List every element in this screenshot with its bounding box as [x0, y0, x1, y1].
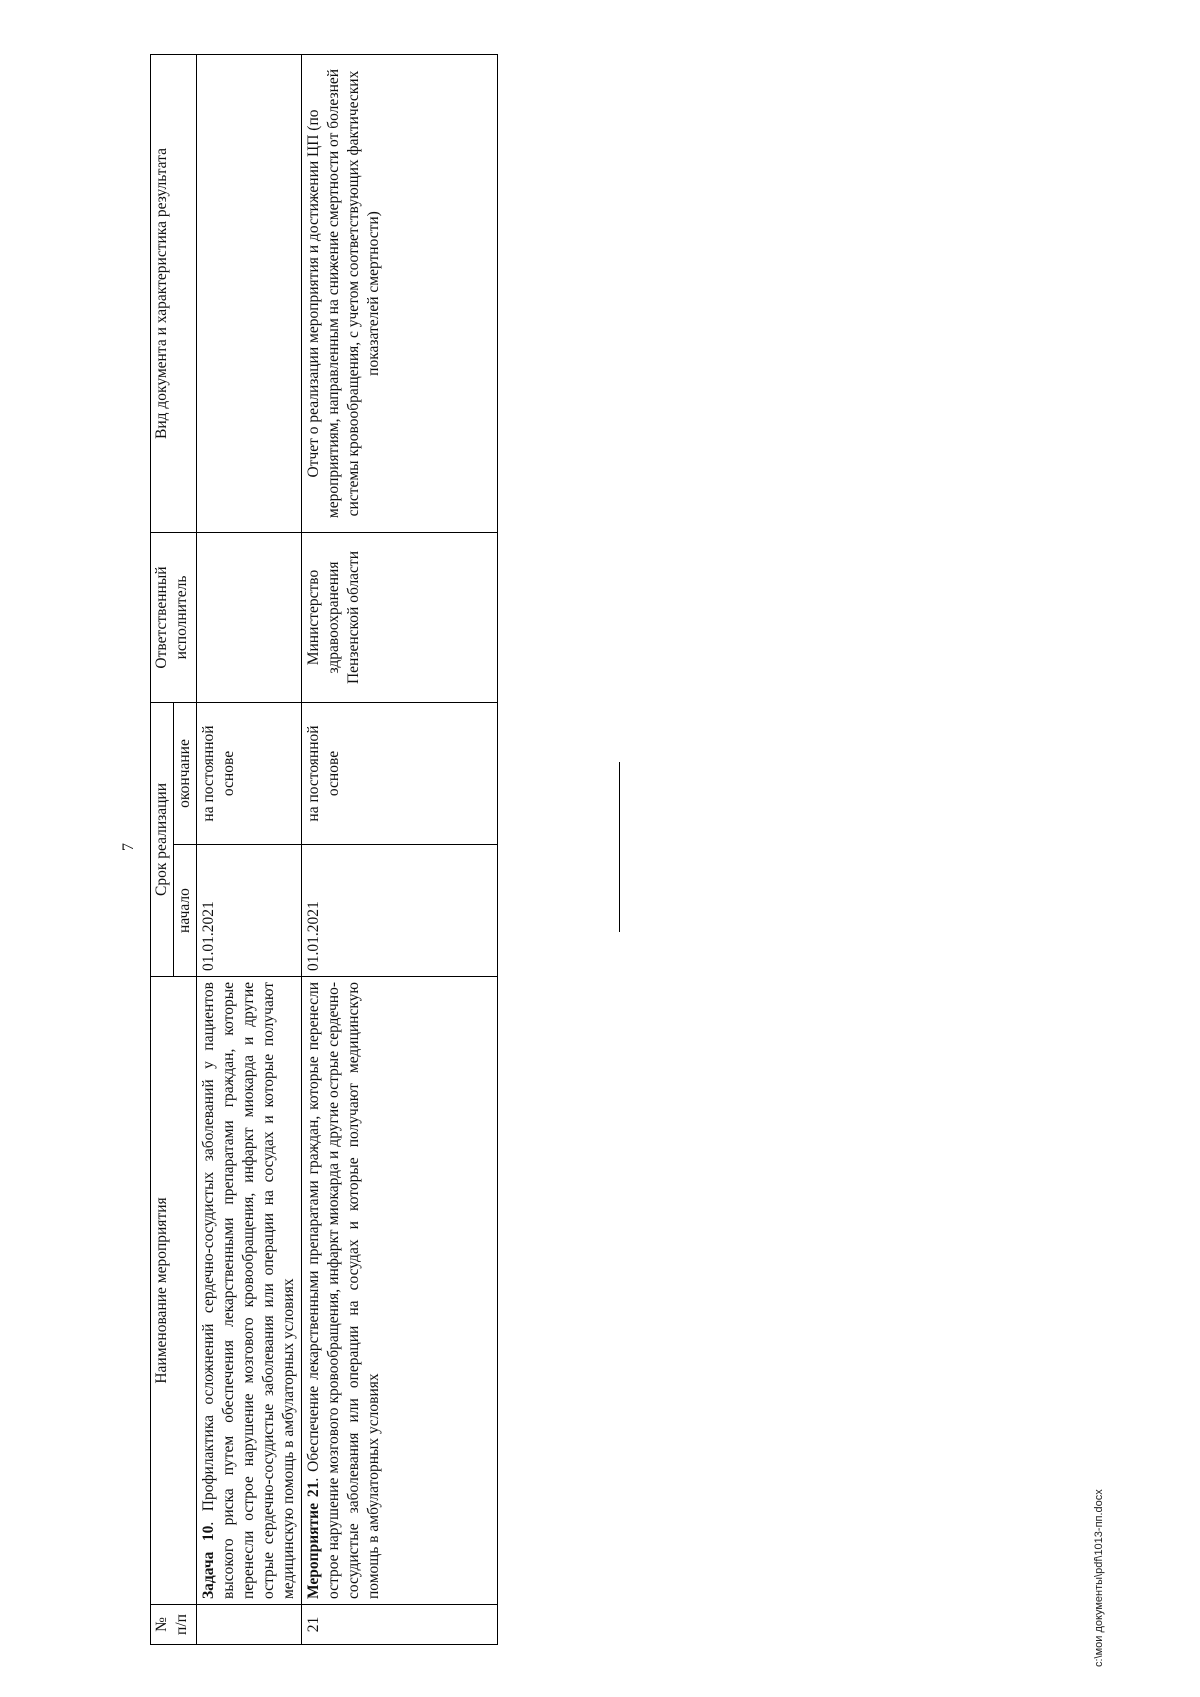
- row-text: . Обеспечение лекарственными препаратами граждан, которые перенесли острое нарушение мозгового кровообращения, инфаркт миокарда и другие острые сердечно-сосудистые заболевания или операции на сосудах и которые получают медицинскую помощь в амбулаторных условиях: [305, 982, 382, 1599]
- page-number: 7: [120, 843, 137, 851]
- header-responsible: Ответственный исполнитель: [151, 533, 197, 703]
- row-responsible: Министерство здравоохранения Пензенской области: [302, 533, 498, 703]
- table-row: [302, 55, 498, 1645]
- header-num: № п/п: [151, 1605, 197, 1645]
- row-end: на постоянной основе: [302, 703, 498, 845]
- header-row: [151, 55, 174, 1645]
- row-start: 01.01.2021: [302, 845, 498, 977]
- row-text: . Профилактика осложнений сердечно-сосудистых заболеваний у пациентов высокого риска путем обеспечения лекарственными препаратами граждан, которые перенесли острое нарушение мозгового кровообращения, инфаркт миокарда и другие острые сердечно-сосудистые заболевания или операции на сосудах и которые получают медицинскую помощь в амбулаторных условиях: [200, 982, 297, 1599]
- activities-table: [150, 54, 498, 1645]
- row-start: 01.01.2021: [197, 845, 302, 977]
- row-name: [197, 977, 302, 1605]
- table-row: [197, 55, 302, 1645]
- header-start: начало: [174, 845, 197, 977]
- row-name: [302, 977, 498, 1605]
- row-responsible: [197, 533, 302, 703]
- row-lead: Задача 10: [200, 1525, 217, 1599]
- row-end: на постоянной основе: [197, 703, 302, 845]
- row-result: [197, 55, 302, 533]
- file-path: c:\мои документы\pdf\1013-пп.docx: [1093, 1489, 1105, 1667]
- row-num: 21: [302, 1605, 498, 1645]
- row-num: [197, 1605, 302, 1645]
- row-lead: Мероприятие 21: [305, 1481, 322, 1599]
- header-term: Срок реализации: [151, 703, 174, 977]
- header-name: Наименование мероприятия: [151, 977, 197, 1605]
- header-end: окончание: [174, 703, 197, 845]
- row-result: Отчет о реализации мероприятия и достижении ЦП (по мероприятиям, направленным на снижение смертности от болезней системы кровообращения, с учетом соответствующих фактических показателей смертности): [302, 55, 498, 533]
- header-result: Вид документа и характеристика результата: [151, 55, 197, 533]
- separator-line: [619, 762, 620, 932]
